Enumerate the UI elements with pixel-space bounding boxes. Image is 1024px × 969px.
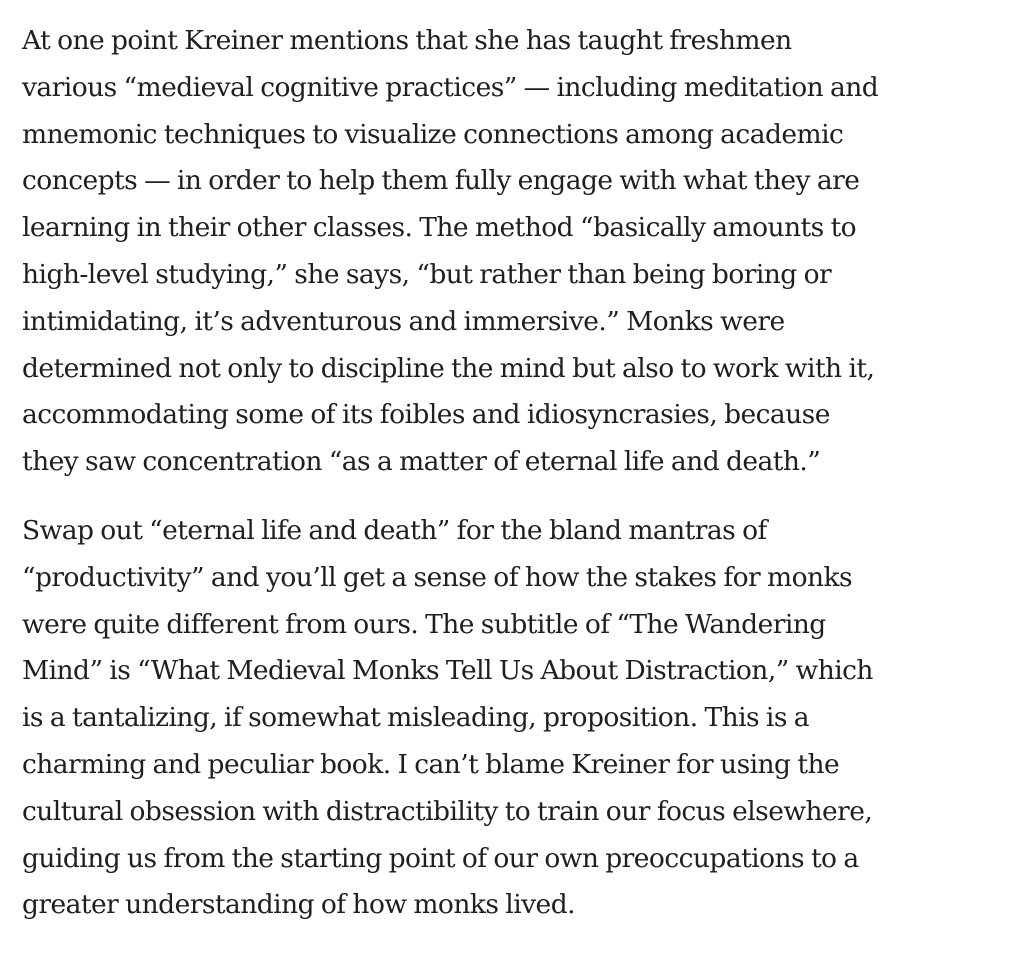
article-paragraph-1 <box>22 18 984 486</box>
paragraph-2-line-3: were quite different from ours. The subtitle of “The Wandering <box>22 608 826 640</box>
paragraph-1-line-5: learning in their other classes. The method “basically amounts to <box>22 212 857 244</box>
paragraph-2-line-7: cultural obsession with distractibility to train our focus elsewhere, <box>22 795 873 827</box>
paragraph-2-line-6: charming and peculiar book. I can’t blame Kreiner for using the <box>22 748 840 780</box>
paragraph-2-line-2: “productivity” and you’ll get a sense of how the stakes for monks <box>22 561 853 593</box>
paragraph-1-line-6: high-level studying,” she says, “but rather than being boring or <box>22 258 832 290</box>
article-paragraph-2 <box>22 508 984 929</box>
paragraph-1-line-1: At one point Kreiner mentions that she has taught freshmen <box>22 25 792 56</box>
paragraph-2-line-8: guiding us from the starting point of our own preoccupations to a <box>22 842 859 874</box>
paragraph-1-line-8: determined not only to discipline the mind but also to work with it, <box>22 352 875 384</box>
paragraph-1-line-7: intimidating, it’s adventurous and immersive.” Monks were <box>22 305 785 337</box>
paragraph-2-line-9: greater understanding of how monks lived. <box>22 889 575 921</box>
paragraph-2-line-1: Swap out “eternal life and death” for the bland mantras of <box>22 514 767 546</box>
paragraph-1-line-2: various “medieval cognitive practices” — including meditation and <box>22 71 879 103</box>
paragraph-1-line-4: concepts — in order to help them fully engage with what they are <box>22 165 860 197</box>
paragraph-1-line-9: accommodating some of its foibles and idiosyncrasies, because <box>22 399 830 431</box>
paragraph-2-line-4: Mind” is “What Medieval Monks Tell Us About Distraction,” which <box>22 655 873 687</box>
paragraph-1-line-3: mnemonic techniques to visualize connections among academic <box>22 118 844 150</box>
paragraph-1-line-10: they saw concentration “as a matter of eternal life and death.” <box>22 446 821 478</box>
paragraph-2-line-5: is a tantalizing, if somewhat misleading, proposition. This is a <box>22 702 810 734</box>
